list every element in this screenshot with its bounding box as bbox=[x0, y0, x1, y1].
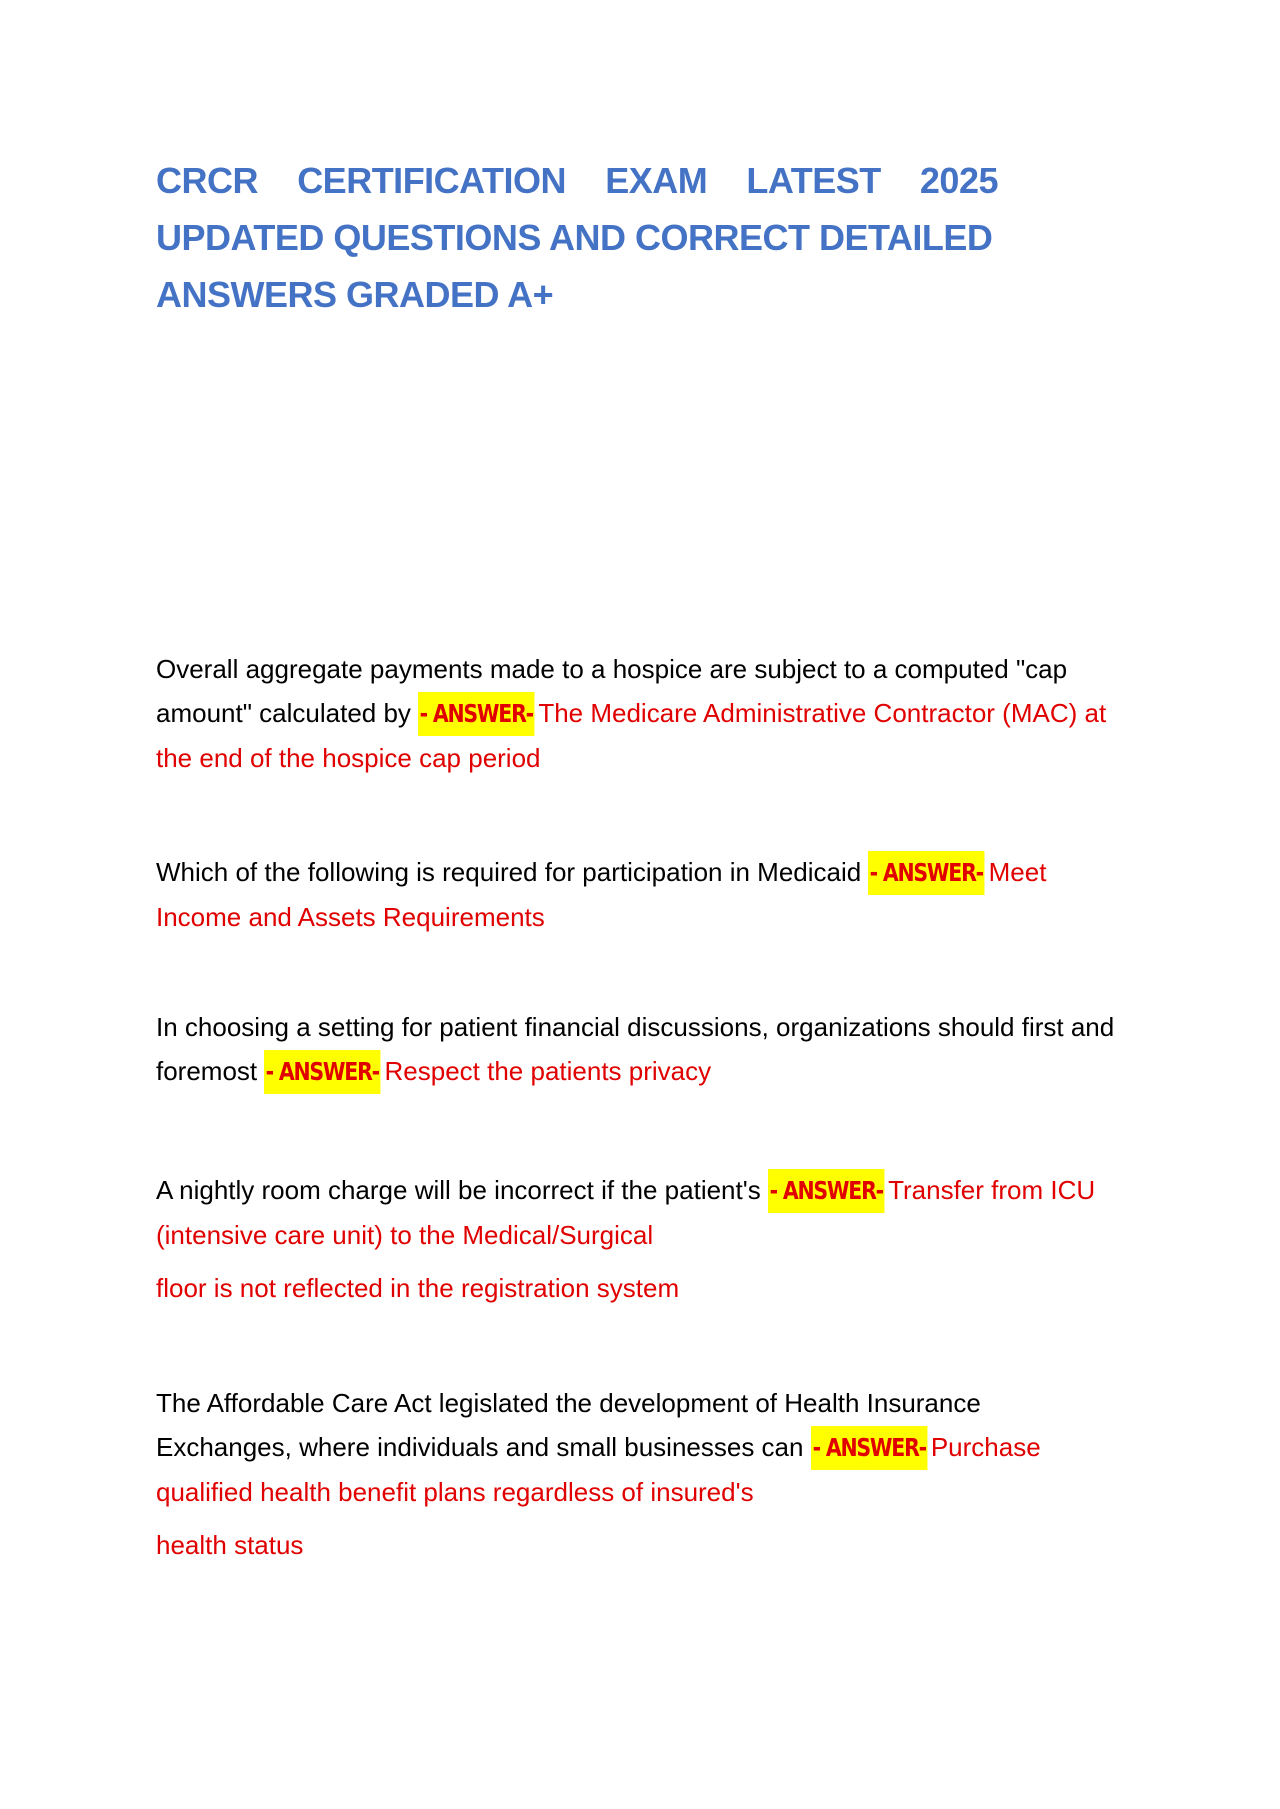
title-word: CERTIFICATION bbox=[297, 160, 566, 201]
answer-marker: - ANSWER- bbox=[768, 1169, 885, 1213]
question-text: In choosing a setting for patient financial discussions, organizations should first and foremost bbox=[156, 1012, 1115, 1086]
title-line-2: UPDATED QUESTIONS AND CORRECT DETAILED bbox=[156, 217, 993, 258]
answer-marker: - ANSWER- bbox=[868, 851, 985, 895]
answer-text: Transfer from ICU (intensive care unit) to the Medical/Surgical bbox=[156, 1175, 1096, 1250]
qa-item bbox=[156, 1168, 1116, 1257]
answer-text: Purchase qualified health benefit plans regardless of insured's bbox=[156, 1432, 1041, 1507]
title-word: CRCR bbox=[156, 160, 258, 201]
title-line-3: ANSWERS GRADED A+ bbox=[156, 274, 554, 315]
answer-text: The Medicare Administrative Contractor (MAC) at the end of the hospice cap period bbox=[156, 698, 1107, 773]
answer-text: Respect the patients privacy bbox=[384, 1056, 712, 1086]
qa-item bbox=[156, 850, 1116, 939]
answer-marker: - ANSWER- bbox=[264, 1050, 381, 1094]
answer-text: Meet Income and Assets Requirements bbox=[156, 857, 1047, 932]
question-text: A nightly room charge will be incorrect if the patient's bbox=[156, 1175, 768, 1205]
answer-marker: - ANSWER- bbox=[418, 692, 535, 736]
question-text: Overall aggregate payments made to a hospice are subject to a computed "cap amount" calculated by bbox=[156, 654, 1068, 728]
qa-item bbox=[156, 647, 1116, 780]
answer-marker: - ANSWER- bbox=[811, 1426, 928, 1470]
question-text: The Affordable Care Act legislated the development of Health Insurance Exchanges, where individuals and small businesses can bbox=[156, 1388, 981, 1462]
title-word: LATEST bbox=[746, 160, 881, 201]
title-line-1 bbox=[156, 152, 998, 209]
qa-item bbox=[156, 1005, 1116, 1094]
title-word: 2025 bbox=[919, 160, 998, 201]
question-text: Which of the following is required for participation in Medicaid bbox=[156, 857, 869, 887]
answer-continuation: floor is not reflected in the registration system bbox=[156, 1273, 680, 1303]
document-title bbox=[156, 152, 998, 323]
answer-continuation: health status bbox=[156, 1530, 304, 1560]
qa-item bbox=[156, 1381, 1116, 1514]
title-word: EXAM bbox=[605, 160, 708, 201]
